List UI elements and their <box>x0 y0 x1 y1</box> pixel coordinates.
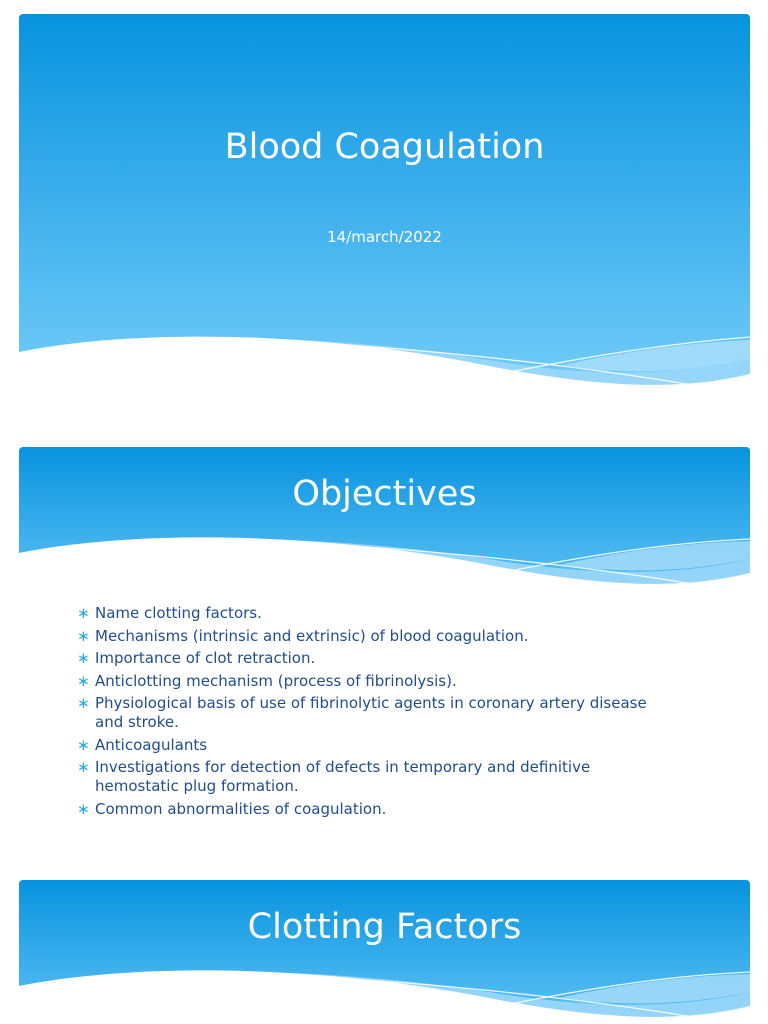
list-item-text: Importance of clot retraction. <box>95 649 316 667</box>
list-item-text: Anticoagulants <box>95 735 208 754</box>
list-item-text: Mechanisms (intrinsic and extrinsic) of blood coagulation. <box>95 626 529 645</box>
slide-background <box>19 880 750 1024</box>
list-item-text: Investigations for detection of defects in temporary and definitive hemostatic plug formation. <box>95 758 591 795</box>
slide-background <box>19 447 750 594</box>
slide-title: Blood Coagulation <box>224 127 545 167</box>
slide-date: 14/march/2022 <box>327 228 442 246</box>
asterisk-bullet-icon: ∗ <box>77 626 90 645</box>
asterisk-bullet-icon: ∗ <box>77 758 90 776</box>
asterisk-bullet-icon: ∗ <box>77 649 90 667</box>
clotting-factors-slide <box>19 880 750 1024</box>
title-slide <box>19 14 750 394</box>
list-item-text: Physiological basis of use of fibrinolytic agents in coronary artery disease and stroke. <box>95 694 647 731</box>
list-item <box>77 694 677 732</box>
objectives-slide-header <box>19 447 750 594</box>
list-item <box>77 604 677 623</box>
asterisk-bullet-icon: ∗ <box>77 604 90 622</box>
asterisk-bullet-icon: ∗ <box>77 735 90 754</box>
list-item <box>77 736 677 755</box>
asterisk-bullet-icon: ∗ <box>77 694 90 712</box>
list-item <box>77 758 677 796</box>
list-item <box>77 627 677 646</box>
list-item <box>77 800 677 819</box>
list-item-text: Name clotting factors. <box>95 604 262 622</box>
list-item-text: Common abnormalities of coagulation. <box>95 799 387 818</box>
asterisk-bullet-icon: ∗ <box>77 671 90 690</box>
list-item <box>77 672 677 691</box>
slide-title: Objectives <box>292 474 477 514</box>
asterisk-bullet-icon: ∗ <box>77 799 90 818</box>
slide-title: Clotting Factors <box>247 907 522 947</box>
list-item <box>77 649 677 668</box>
slide-background <box>19 14 750 394</box>
objectives-list <box>77 604 677 822</box>
list-item-text: Anticlotting mechanism (process of fibrinolysis). <box>95 671 457 690</box>
